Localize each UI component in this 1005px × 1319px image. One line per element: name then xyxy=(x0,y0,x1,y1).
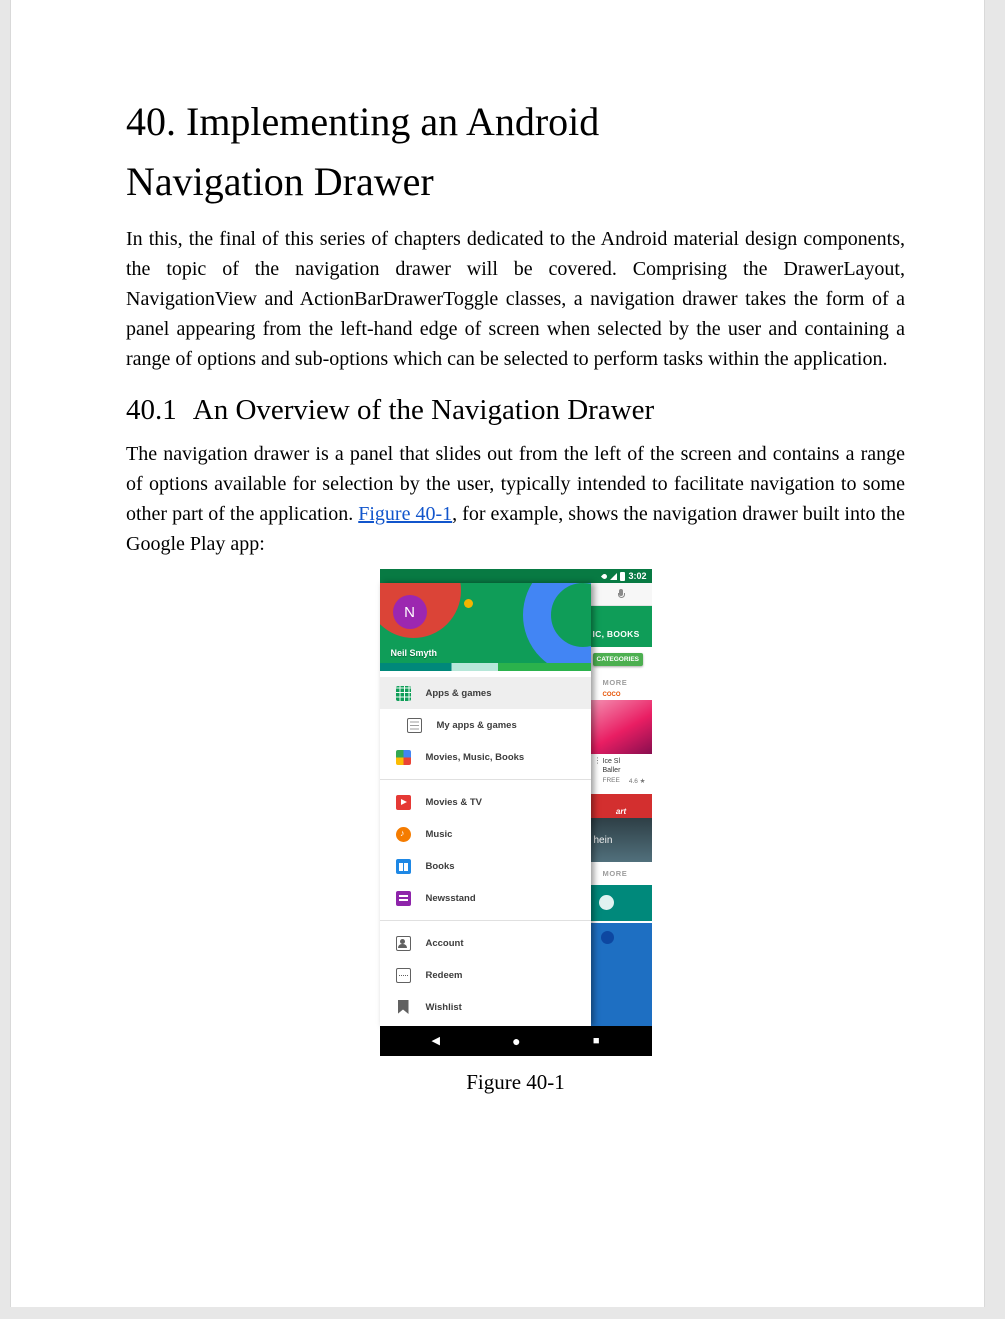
rating-label: 4.6 ★ xyxy=(628,778,646,786)
drawer-header xyxy=(380,583,591,663)
overview-paragraph xyxy=(126,439,905,559)
wishlist-icon xyxy=(398,1000,409,1014)
signal-icon xyxy=(610,573,617,580)
store-header-text: IC, BOOKS xyxy=(592,629,640,639)
figure-40-1 xyxy=(126,569,905,1095)
drawer-divider xyxy=(380,779,591,780)
figure-link[interactable]: Figure 40-1 xyxy=(358,503,453,525)
chapter-title-line-2: Navigation Drawer xyxy=(126,159,434,204)
drawer-item-redeem[interactable] xyxy=(380,959,591,991)
drawer-item-label: Wishlist xyxy=(425,1001,462,1013)
drawer-item-label: Redeem xyxy=(425,969,463,981)
content-tile-1[interactable] xyxy=(591,885,652,921)
android-nav-bar xyxy=(380,1026,652,1056)
price-label: FREE xyxy=(602,777,620,785)
intro-paragraph: In this, the final of this series of chapters dedicated to the Android material design components, the topic of the navigation drawer will be covered. Comprising the DrawerLayout, NavigationView and ActionBarDrawerToggle classes, a navigation drawer takes the form of a panel appearing from the left-hand edge of screen when selected by the user and containing a range of options and sub-options which can be selected to perform tasks within the application. xyxy=(126,228,905,370)
chapter-title xyxy=(126,0,905,212)
books-icon xyxy=(396,859,411,874)
more-link-top[interactable]: MORE xyxy=(602,678,628,687)
drawer-item-label: Movies & TV xyxy=(425,796,482,808)
apps-grid-icon xyxy=(396,686,411,701)
phone-body xyxy=(380,583,652,1026)
album-art[interactable] xyxy=(591,700,652,754)
play-store-background xyxy=(591,583,652,1026)
drawer-item-books[interactable] xyxy=(380,850,591,882)
navigation-drawer xyxy=(380,583,591,1026)
overflow-menu-icon[interactable]: ⋮ xyxy=(593,756,602,765)
mic-icon[interactable] xyxy=(618,589,625,600)
categories-button[interactable]: CATEGORIES xyxy=(593,653,644,666)
status-time: 3:02 xyxy=(628,571,647,581)
album-caption: COCO xyxy=(602,692,621,698)
categories-row xyxy=(591,647,652,671)
more-link-bottom[interactable]: MORE xyxy=(602,869,628,879)
drawer-item-label: Movies, Music, Books xyxy=(425,751,525,763)
movies-music-books-icon xyxy=(396,750,411,765)
location-icon xyxy=(601,572,608,579)
price-row xyxy=(591,775,652,790)
drawer-item-movies-tv[interactable] xyxy=(380,786,591,818)
app-meta xyxy=(591,754,652,775)
app-name-line-2: Baller xyxy=(602,767,621,775)
photo-tile[interactable]: hein xyxy=(591,818,652,862)
status-bar xyxy=(380,569,652,583)
overview-text-after-link: , for example, shows the navigation drawer built into the Google Play app: xyxy=(126,503,906,555)
drawer-item-label: Music xyxy=(425,828,453,840)
search-bar-remnant xyxy=(591,583,652,606)
drawer-item-label: Newsstand xyxy=(425,892,476,904)
document-page xyxy=(10,0,985,1307)
figure-caption: Figure 40-1 xyxy=(466,1070,565,1094)
header-blue-arc xyxy=(523,583,591,663)
my-apps-icon xyxy=(407,718,422,733)
music-icon xyxy=(396,827,411,842)
redeem-icon xyxy=(396,968,411,983)
newsstand-icon xyxy=(396,891,411,906)
overview-text-before-link: The navigation drawer is a panel that slides out from the left of the screen and contains a range of options available for selection by the user, typically intended to facilitate navigation to some other part of the application. xyxy=(126,443,905,525)
drawer-divider xyxy=(380,920,591,921)
account-icon xyxy=(396,936,411,951)
promo-banner[interactable]: art xyxy=(591,794,652,818)
home-button[interactable]: ● xyxy=(512,1033,521,1049)
drawer-item-newsstand[interactable] xyxy=(380,882,591,914)
drawer-item-music[interactable] xyxy=(380,818,591,850)
drawer-item-apps-games[interactable] xyxy=(380,677,591,709)
phone-screenshot xyxy=(380,569,652,1056)
app-name-line-1: Ice Sl xyxy=(602,758,621,765)
back-button[interactable]: ◀ xyxy=(431,1034,440,1047)
header-yellow-dot xyxy=(464,599,473,608)
user-name: Neil Smyth xyxy=(390,648,438,658)
drawer-item-my-apps-games[interactable] xyxy=(380,709,591,741)
avatar[interactable]: N xyxy=(393,595,427,629)
storage-bar xyxy=(380,663,591,671)
store-header xyxy=(591,583,652,647)
section-title: An Overview of the Navigation Drawer xyxy=(192,394,655,426)
battery-icon xyxy=(620,572,625,581)
drawer-item-label: Apps & games xyxy=(425,687,492,699)
content-tile-2[interactable] xyxy=(591,923,652,1026)
drawer-item-label: Books xyxy=(425,860,455,872)
drawer-item-wishlist[interactable] xyxy=(380,991,591,1023)
drawer-item-label: My apps & games xyxy=(436,719,517,731)
recents-button[interactable]: ■ xyxy=(592,1034,600,1047)
drawer-menu xyxy=(380,671,591,1026)
movies-tv-icon xyxy=(396,795,411,810)
drawer-item-movies-music-books[interactable] xyxy=(380,741,591,773)
section-number: 40.1 xyxy=(126,394,177,426)
drawer-item-account[interactable] xyxy=(380,927,591,959)
section-heading xyxy=(126,394,905,427)
drawer-item-label: Account xyxy=(425,937,464,949)
chapter-title-line-1: 40. Implementing an Android xyxy=(126,99,600,144)
app-name xyxy=(603,757,621,775)
